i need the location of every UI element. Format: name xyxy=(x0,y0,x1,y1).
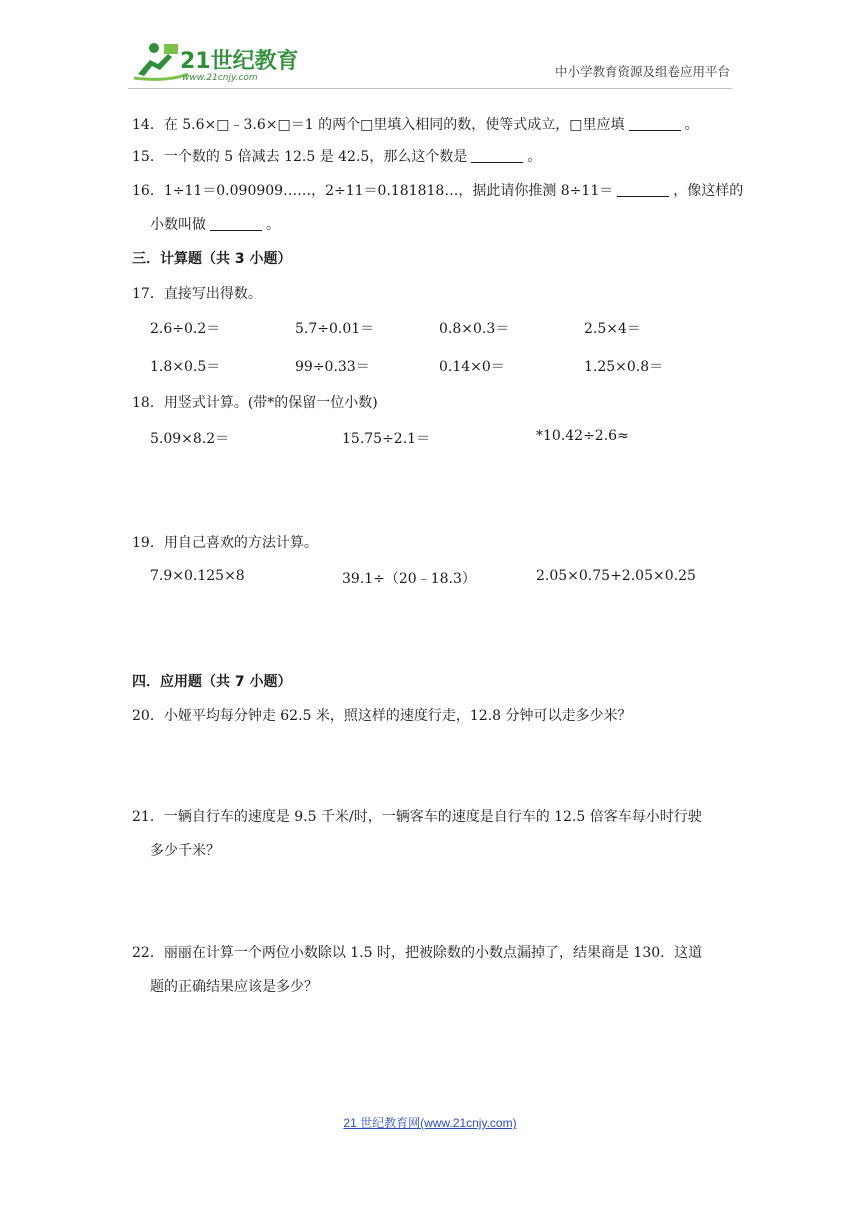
q18-item: 15.75÷2.1＝ xyxy=(342,431,431,447)
logo-url: www.21cnjy.com xyxy=(182,73,258,83)
q18-item: 5.09×8.2＝ xyxy=(150,431,230,447)
q17-item: 1.8×0.5＝ xyxy=(150,359,221,375)
q17-item: 2.5×4＝ xyxy=(584,321,641,337)
q17-item: 0.8×0.3＝ xyxy=(439,321,510,337)
q19-item: 2.05×0.75+2.05×0.25 xyxy=(536,568,696,584)
q16-text: 16．1÷11＝0.090909……，2÷11＝0.181818…，据此请你推测 8÷11＝ xyxy=(132,183,614,199)
q16-mid: ，像这样的 xyxy=(673,183,744,199)
question-15 xyxy=(132,146,541,166)
logo-text: 21世纪教育 xyxy=(180,49,298,74)
question-21-line2: 多少千米？ xyxy=(150,843,220,859)
question-21: 21．一辆自行车的速度是 9.5 千米/时，一辆客车的速度是自行车的 12.5 倍客车每小时行驶 xyxy=(132,809,702,825)
question-22: 22．丽丽在计算一个两位小数除以 1.5 时，把被除数的小数点漏掉了，结果商是 130．这道 xyxy=(132,945,703,961)
q17-item: 5.7÷0.01＝ xyxy=(295,321,375,337)
question-16-line2 xyxy=(150,214,280,234)
q15-blank[interactable] xyxy=(471,161,523,163)
header-logo xyxy=(128,38,298,84)
q14-end: 。 xyxy=(684,117,699,133)
q17-item: 1.25×0.8＝ xyxy=(584,359,664,375)
section-4-heading: 四．应用题（共 7 小题） xyxy=(132,674,292,690)
runner-logo-icon xyxy=(128,38,298,84)
question-14 xyxy=(132,114,699,134)
q14-blank[interactable] xyxy=(629,129,681,131)
q16-blank-1[interactable] xyxy=(617,195,669,197)
q17-item: 0.14×0＝ xyxy=(439,359,505,375)
q14-text: 14．在 5.6×□﹣3.6×□＝1 的两个□里填入相同的数，使等式成立，□里应填 xyxy=(132,117,625,133)
q15-end: 。 xyxy=(527,149,542,165)
question-16 xyxy=(132,180,743,200)
q18-title: 18．用竖式计算。(带*的保留一位小数) xyxy=(132,395,378,411)
q19-title: 19．用自己喜欢的方法计算。 xyxy=(132,535,318,551)
header-divider xyxy=(128,88,732,89)
section-3-heading: 三．计算题（共 3 小题） xyxy=(132,251,292,267)
q17-title: 17．直接写出得数。 xyxy=(132,286,262,302)
q16-line2-text: 小数叫做 xyxy=(150,217,206,233)
footer-link[interactable]: 21 世纪教育网(www.21cnjy.com) xyxy=(343,1116,517,1130)
q17-item: 2.6÷0.2＝ xyxy=(150,321,221,337)
q15-text: 15．一个数的 5 倍减去 12.5 是 42.5，那么这个数是 xyxy=(132,149,468,165)
q19-item: 7.9×0.125×8 xyxy=(150,568,245,584)
q16-line2-end: 。 xyxy=(266,217,280,233)
q16-blank-2[interactable] xyxy=(210,229,262,231)
platform-name: 中小学教育资源及组卷应用平台 xyxy=(554,64,730,79)
question-22-line2: 题的正确结果应该是多少？ xyxy=(150,979,318,995)
q17-item: 99÷0.33＝ xyxy=(295,359,370,375)
q18-item: *10.42÷2.6≈ xyxy=(536,428,629,444)
question-20: 20．小娅平均每分钟走 62.5 米，照这样的速度行走，12.8 分钟可以走多少米？ xyxy=(132,708,632,724)
q19-item: 39.1÷（20﹣18.3） xyxy=(342,571,476,587)
